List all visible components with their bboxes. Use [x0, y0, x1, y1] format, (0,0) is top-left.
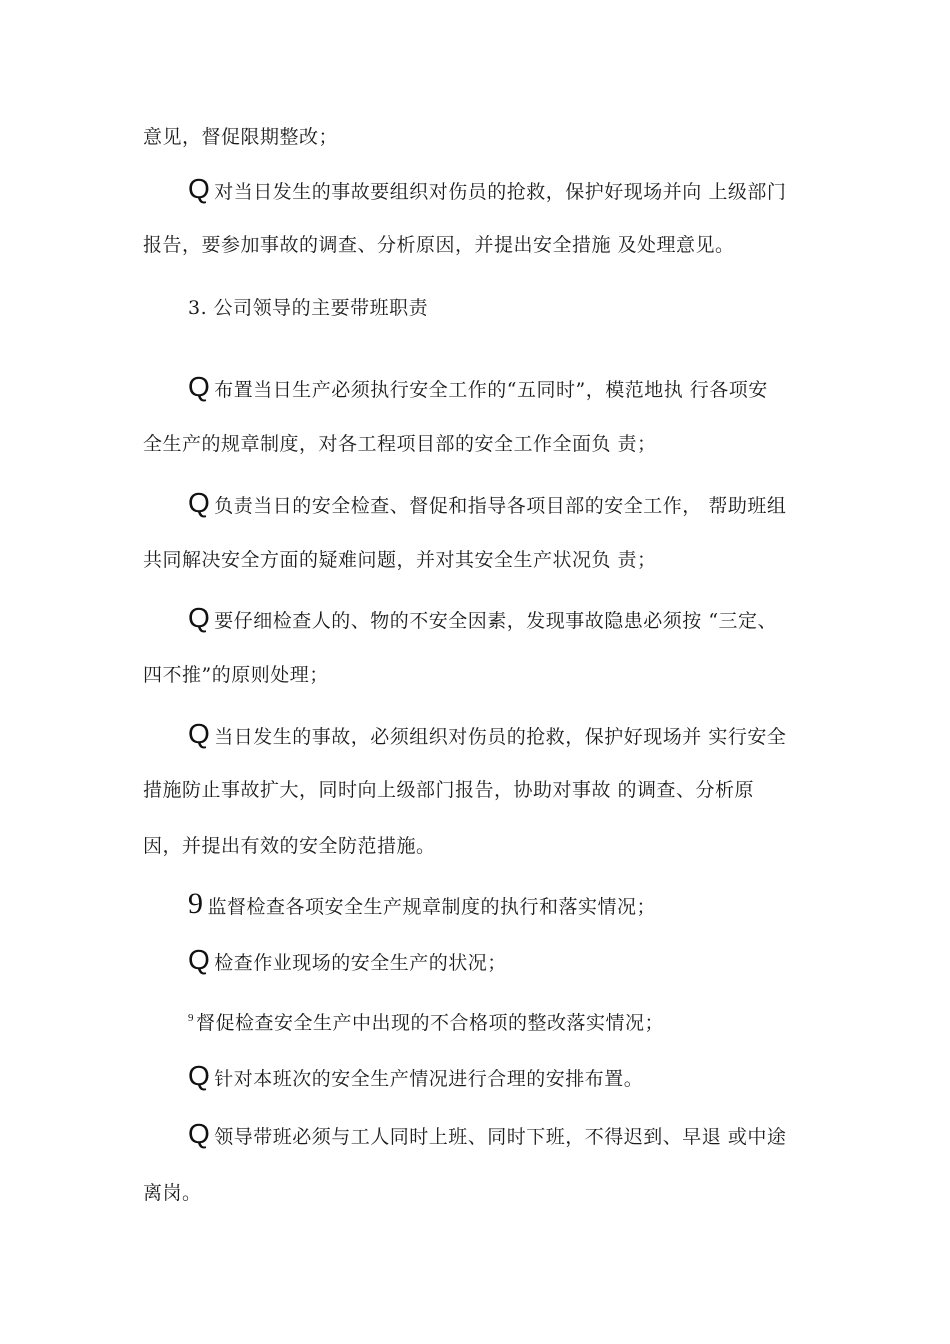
q-bullet-icon: Q [188, 602, 211, 633]
paragraph-line [188, 487, 787, 518]
line-text: 3. 公司领导的主要带班职责 [188, 297, 429, 319]
section-heading [188, 296, 428, 320]
paragraph-line [188, 602, 778, 633]
paragraph-line [143, 125, 338, 149]
paragraph-line [188, 944, 507, 975]
paragraph-line [143, 233, 735, 257]
line-text: 报告，要参加事故的调查、分析原因，并提出安全措施 及处理意见。 [143, 234, 735, 256]
paragraph-line [143, 1181, 202, 1205]
paragraph-line [188, 1060, 644, 1091]
line-text: 因，并提出有效的安全防范措施。 [143, 835, 436, 857]
paragraph-line [188, 887, 657, 920]
paragraph-line [188, 718, 787, 749]
line-text: 检查作业现场的安全生产的状况； [214, 952, 507, 974]
nine-bullet-icon: 9 [188, 887, 204, 920]
line-text: 措施防止事故扩大，同时向上级部门报告，协助对事故 的调查、分析原 [143, 779, 755, 801]
q-bullet-icon: Q [188, 371, 211, 402]
q-bullet-icon: Q [188, 718, 211, 749]
paragraph-line [143, 548, 657, 572]
line-text: 共同解决安全方面的疑难问题，并对其安全生产状况负 责； [143, 549, 657, 571]
paragraph-line [188, 1006, 664, 1035]
line-text: 当日发生的事故，必须组织对伤员的抢救，保护好现场并 实行安全 [214, 726, 787, 748]
paragraph-line [188, 371, 768, 402]
paragraph-line [143, 432, 657, 456]
line-text: 意见，督促限期整改； [143, 126, 339, 148]
line-text: 监督检查各项安全生产规章制度的执行和落实情况； [207, 896, 657, 918]
q-bullet-icon: Q [188, 944, 211, 975]
line-text: 布置当日生产必须执行安全工作的“五同时”，模范地执 行各项安 [214, 379, 768, 401]
q-bullet-icon: Q [188, 487, 211, 518]
line-text: 督促检查安全生产中出现的不合格项的整改落实情况； [196, 1012, 665, 1034]
q-bullet-icon: Q [188, 1118, 211, 1149]
paragraph-line [188, 173, 787, 204]
small-nine-bullet-icon: 9 [188, 1012, 194, 1024]
line-text: 全生产的规章制度，对各工程项目部的安全工作全面负 责； [143, 433, 657, 455]
line-text: 对当日发生的事故要组织对伤员的抢救，保护好现场并向 上级部门 [214, 181, 787, 203]
line-text: 负责当日的安全检查、督促和指导各项目部的安全工作， 帮助班组 [214, 495, 787, 517]
paragraph-line [143, 778, 754, 802]
paragraph-line [188, 1118, 787, 1149]
paragraph-line [143, 663, 329, 687]
line-text: 针对本班次的安全生产情况进行合理的安排布置。 [214, 1068, 644, 1090]
q-bullet-icon: Q [188, 173, 211, 204]
paragraph-line [143, 834, 436, 858]
line-text: 领导带班必须与工人同时上班、同时下班，不得迟到、早退 或中途 [214, 1126, 787, 1148]
line-text: 离岗。 [143, 1182, 202, 1204]
line-text: 要仔细检查人的、物的不安全因素，发现事故隐患必须按 “三定、 [214, 610, 778, 632]
line-text: 四不推”的原则处理； [143, 664, 329, 686]
q-bullet-icon: Q [188, 1060, 211, 1091]
